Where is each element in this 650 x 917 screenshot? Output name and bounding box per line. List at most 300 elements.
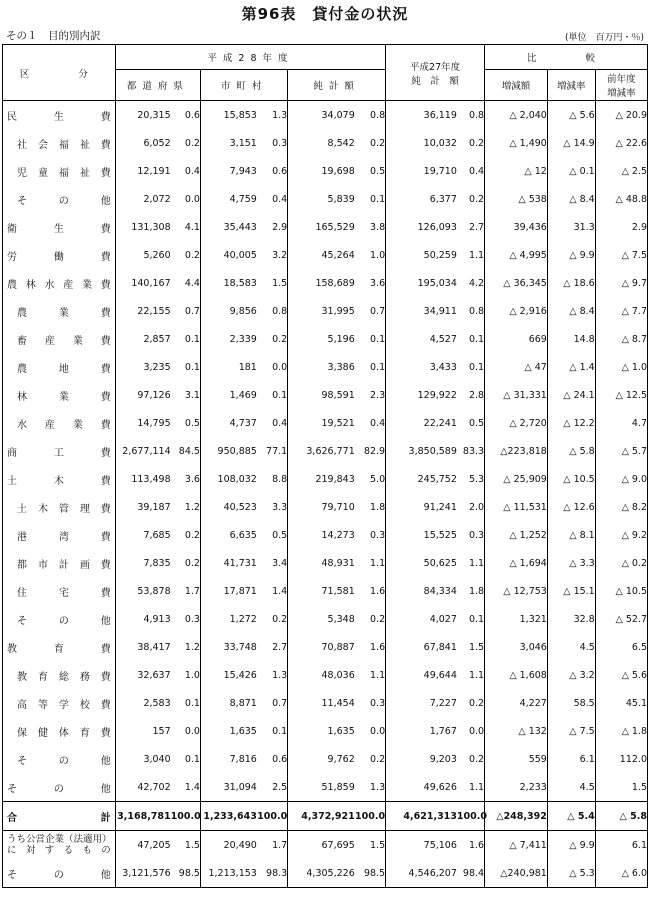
table-title: 第96表 貸付金の状況 xyxy=(241,5,409,23)
cell-col-2: 0.4 xyxy=(171,157,201,185)
row-label: 商工費 xyxy=(3,437,116,465)
cell-col-11: △ 12.5 xyxy=(595,381,647,409)
cell-col-9: 3,046 xyxy=(485,633,548,661)
row-label: 教育費 xyxy=(3,633,116,661)
table-row xyxy=(3,633,648,661)
cell-col-4: 3.4 xyxy=(257,549,288,577)
row-label: 土木費 xyxy=(3,465,116,493)
cell-col-9: △ 1,608 xyxy=(485,661,548,689)
cell-col-3: 1,272 xyxy=(200,605,256,633)
cell-col-9: 4,227 xyxy=(485,689,548,717)
cell-col-5: 79,710 xyxy=(288,493,355,521)
cell-col-4: 1.7 xyxy=(257,831,288,860)
cell-col-1: 22,155 xyxy=(115,297,170,325)
table-row xyxy=(3,465,648,493)
cell-col-3: 1,233,643 xyxy=(200,802,256,831)
cell-col-4: 0.2 xyxy=(257,325,288,353)
cell-col-7: 91,241 xyxy=(386,493,457,521)
cell-col-2: 1.4 xyxy=(171,773,201,802)
cell-col-1: 2,857 xyxy=(115,325,170,353)
cell-col-3: 3,151 xyxy=(200,129,256,157)
row-label: 労働費 xyxy=(3,241,116,269)
cell-col-11: △ 48.8 xyxy=(595,185,647,213)
row-label: 畜産業費 xyxy=(3,325,116,353)
cell-col-3: 15,426 xyxy=(200,661,256,689)
cell-col-7: 4,527 xyxy=(386,325,457,353)
row-label: その他 xyxy=(3,605,116,633)
cell-col-3: 6,635 xyxy=(200,521,256,549)
cell-col-1: 7,835 xyxy=(115,549,170,577)
cell-col-4: 2.7 xyxy=(257,633,288,661)
cell-col-9: △ 2,040 xyxy=(485,101,548,130)
row-label: 農業費 xyxy=(3,297,116,325)
cell-col-9: △ 11,531 xyxy=(485,493,548,521)
cell-col-5: 19,698 xyxy=(288,157,355,185)
cell-col-1: 3,121,576 xyxy=(115,859,170,888)
cell-col-6: 0.1 xyxy=(355,353,386,381)
cell-col-9: 1,321 xyxy=(485,605,548,633)
cell-col-9: △ 47 xyxy=(485,353,548,381)
cell-col-11: △ 2.5 xyxy=(595,157,647,185)
cell-col-5: 219,843 xyxy=(288,465,355,493)
cell-col-6: 1.8 xyxy=(355,493,386,521)
cell-col-5: 98,591 xyxy=(288,381,355,409)
cell-col-7: 15,525 xyxy=(386,521,457,549)
table-row xyxy=(3,213,648,241)
cell-col-1: 39,187 xyxy=(115,493,170,521)
cell-col-9: △ 1,490 xyxy=(485,129,548,157)
cell-col-1: 7,685 xyxy=(115,521,170,549)
cell-col-6: 0.2 xyxy=(355,129,386,157)
cell-col-3: 9,856 xyxy=(200,297,256,325)
cell-col-6: 5.0 xyxy=(355,465,386,493)
cell-col-3: 1,213,153 xyxy=(200,859,256,888)
table-row xyxy=(3,493,648,521)
table-row xyxy=(3,661,648,689)
row-label: 住宅費 xyxy=(3,577,116,605)
cell-col-8: 0.8 xyxy=(457,101,485,130)
cell-col-8: 1.1 xyxy=(457,773,485,802)
cell-col-3: 15,853 xyxy=(200,101,256,130)
cell-col-10: △ 12.2 xyxy=(547,409,595,437)
cell-col-3: 2,339 xyxy=(200,325,256,353)
cell-col-6: 1.1 xyxy=(355,661,386,689)
cell-col-10: △ 5.8 xyxy=(547,437,595,465)
cell-col-10: △ 3.2 xyxy=(547,661,595,689)
cell-col-6: 0.2 xyxy=(355,745,386,773)
cell-col-9: △ 12 xyxy=(485,157,548,185)
row-label: 保健体育費 xyxy=(3,717,116,745)
cell-col-11: △ 9.2 xyxy=(595,521,647,549)
cell-col-8: 0.0 xyxy=(457,717,485,745)
table-body xyxy=(3,101,648,888)
cell-col-6: 0.0 xyxy=(355,717,386,745)
cell-col-10: 4.5 xyxy=(547,773,595,802)
cell-col-6: 0.8 xyxy=(355,101,386,130)
cell-col-6: 0.2 xyxy=(355,605,386,633)
cell-col-9: △ 12,753 xyxy=(485,577,548,605)
cell-col-3: 33,748 xyxy=(200,633,256,661)
cell-col-3: 17,871 xyxy=(200,577,256,605)
cell-col-8: 1.1 xyxy=(457,241,485,269)
cell-col-8: 1.5 xyxy=(457,633,485,661)
cell-col-4: 100.0 xyxy=(257,802,288,831)
cell-col-11: 112.0 xyxy=(595,745,647,773)
cell-col-3: 7,816 xyxy=(200,745,256,773)
cell-col-4: 0.1 xyxy=(257,717,288,745)
cell-col-5: 3,626,771 xyxy=(288,437,355,465)
cell-col-3: 35,443 xyxy=(200,213,256,241)
cell-col-7: 1,767 xyxy=(386,717,457,745)
cell-col-1: 47,205 xyxy=(115,831,170,860)
cell-col-11: 2.9 xyxy=(595,213,647,241)
cell-col-5: 14,273 xyxy=(288,521,355,549)
cell-col-5: 5,839 xyxy=(288,185,355,213)
cell-col-6: 0.7 xyxy=(355,297,386,325)
cell-col-2: 0.1 xyxy=(171,689,201,717)
row-label-line2: に対するもの xyxy=(7,845,111,856)
cell-col-2: 1.2 xyxy=(171,633,201,661)
table-row xyxy=(3,437,648,465)
cell-col-3: 1,469 xyxy=(200,381,256,409)
cell-col-9: △ 1,252 xyxy=(485,521,548,549)
cell-col-5: 11,454 xyxy=(288,689,355,717)
cell-col-4: 3.2 xyxy=(257,241,288,269)
cell-col-10: △ 10.5 xyxy=(547,465,595,493)
cell-col-3: 41,731 xyxy=(200,549,256,577)
cell-col-7: 4,621,313 xyxy=(386,802,457,831)
cell-col-7: 3,433 xyxy=(386,353,457,381)
cell-col-1: 12,191 xyxy=(115,157,170,185)
cell-col-8: 0.1 xyxy=(457,353,485,381)
cell-col-2: 0.2 xyxy=(171,521,201,549)
row-label xyxy=(3,831,116,860)
cell-col-7: 75,106 xyxy=(386,831,457,860)
table-row xyxy=(3,773,648,802)
row-label: 合計 xyxy=(3,802,116,831)
cell-col-5: 4,305,226 xyxy=(288,859,355,888)
cell-col-5: 165,529 xyxy=(288,213,355,241)
row-label: その他 xyxy=(3,859,116,888)
cell-col-5: 67,695 xyxy=(288,831,355,860)
cell-col-8: 0.1 xyxy=(457,325,485,353)
table-row xyxy=(3,129,648,157)
cell-col-9: 669 xyxy=(485,325,548,353)
cell-col-11: △ 9.7 xyxy=(595,269,647,297)
cell-col-3: 4,759 xyxy=(200,185,256,213)
cell-col-10: △ 3.3 xyxy=(547,549,595,577)
cell-col-11: 45.1 xyxy=(595,689,647,717)
cell-col-8: 2.0 xyxy=(457,493,485,521)
cell-col-4: 1.3 xyxy=(257,101,288,130)
cell-col-7: 3,850,589 xyxy=(386,437,457,465)
row-label: 土木管理費 xyxy=(3,493,116,521)
cell-col-4: 2.5 xyxy=(257,773,288,802)
cell-col-2: 0.0 xyxy=(171,185,201,213)
row-label: その他 xyxy=(3,745,116,773)
row-label: 高等学校費 xyxy=(3,689,116,717)
cell-col-1: 53,878 xyxy=(115,577,170,605)
cell-col-1: 4,913 xyxy=(115,605,170,633)
header-h28: 平成28年度 xyxy=(115,45,385,70)
cell-col-8: 0.2 xyxy=(457,689,485,717)
cell-col-10: △ 8.4 xyxy=(547,185,595,213)
cell-col-6: 2.3 xyxy=(355,381,386,409)
cell-col-7: 129,922 xyxy=(386,381,457,409)
cell-col-8: 0.3 xyxy=(457,521,485,549)
cell-col-6: 1.1 xyxy=(355,549,386,577)
cell-col-2: 4.4 xyxy=(171,269,201,297)
cell-col-4: 0.2 xyxy=(257,605,288,633)
cell-col-4: 0.1 xyxy=(257,381,288,409)
cell-col-7: 50,625 xyxy=(386,549,457,577)
cell-col-10: 14.8 xyxy=(547,325,595,353)
cell-col-2: 0.1 xyxy=(171,745,201,773)
cell-col-9: △ 538 xyxy=(485,185,548,213)
cell-col-11: 6.1 xyxy=(595,831,647,860)
cell-col-4: 2.9 xyxy=(257,213,288,241)
cell-col-2: 0.2 xyxy=(171,129,201,157)
cell-col-7: 245,752 xyxy=(386,465,457,493)
cell-col-1: 3,168,781 xyxy=(115,802,170,831)
cell-col-8: 0.4 xyxy=(457,157,485,185)
cell-col-4: 77.1 xyxy=(257,437,288,465)
row-label: 教育総務費 xyxy=(3,661,116,689)
cell-col-1: 97,126 xyxy=(115,381,170,409)
cell-col-4: 0.6 xyxy=(257,745,288,773)
cell-col-7: 36,119 xyxy=(386,101,457,130)
cell-col-4: 0.7 xyxy=(257,689,288,717)
cell-col-11: △ 5.6 xyxy=(595,661,647,689)
cell-col-10: 6.1 xyxy=(547,745,595,773)
cell-col-6: 1.3 xyxy=(355,773,386,802)
cell-col-8: 2.8 xyxy=(457,381,485,409)
row-label: 港湾費 xyxy=(3,521,116,549)
table-row xyxy=(3,101,648,130)
cell-col-3: 108,032 xyxy=(200,465,256,493)
cell-col-7: 10,032 xyxy=(386,129,457,157)
cell-col-8: 98.4 xyxy=(457,859,485,888)
cell-col-1: 2,677,114 xyxy=(115,437,170,465)
cell-col-11: △ 1.8 xyxy=(595,717,647,745)
cell-col-10: △ 8.1 xyxy=(547,521,595,549)
row-label-line1: うち公営企業（法適用） xyxy=(7,834,112,845)
cell-col-10: △ 14.9 xyxy=(547,129,595,157)
cell-col-1: 131,308 xyxy=(115,213,170,241)
cell-col-7: 49,644 xyxy=(386,661,457,689)
cell-col-11: △ 7.5 xyxy=(595,241,647,269)
table-row xyxy=(3,577,648,605)
cell-col-7: 4,546,207 xyxy=(386,859,457,888)
cell-col-8: 0.5 xyxy=(457,409,485,437)
cell-col-5: 71,581 xyxy=(288,577,355,605)
cell-col-1: 6,052 xyxy=(115,129,170,157)
cell-col-5: 51,859 xyxy=(288,773,355,802)
cell-col-8: 83.3 xyxy=(457,437,485,465)
cell-col-2: 3.1 xyxy=(171,381,201,409)
cell-col-4: 0.8 xyxy=(257,297,288,325)
cell-col-1: 157 xyxy=(115,717,170,745)
cell-col-9: △ 132 xyxy=(485,717,548,745)
cell-col-7: 34,911 xyxy=(386,297,457,325)
header-category: 区 分 xyxy=(3,45,116,101)
table-row xyxy=(3,549,648,577)
cell-col-10: △ 8.4 xyxy=(547,297,595,325)
cell-col-5: 45,264 xyxy=(288,241,355,269)
cell-col-9: △ 31,331 xyxy=(485,381,548,409)
cell-col-8: 5.3 xyxy=(457,465,485,493)
cell-col-2: 0.5 xyxy=(171,409,201,437)
cell-col-8: 1.6 xyxy=(457,831,485,860)
header-compare: 比 較 xyxy=(485,45,648,70)
cell-col-2: 4.1 xyxy=(171,213,201,241)
cell-col-11: 4.7 xyxy=(595,409,647,437)
cell-col-9: 559 xyxy=(485,745,548,773)
cell-col-11: △ 22.6 xyxy=(595,129,647,157)
cell-col-4: 0.6 xyxy=(257,157,288,185)
cell-col-8: 0.2 xyxy=(457,129,485,157)
cell-col-7: 50,259 xyxy=(386,241,457,269)
row-label: 農地費 xyxy=(3,353,116,381)
cell-col-1: 2,072 xyxy=(115,185,170,213)
cell-col-5: 8,542 xyxy=(288,129,355,157)
cell-col-11: △ 8.2 xyxy=(595,493,647,521)
cell-col-5: 48,036 xyxy=(288,661,355,689)
cell-col-8: 2.7 xyxy=(457,213,485,241)
cell-col-3: 1,635 xyxy=(200,717,256,745)
table-row xyxy=(3,409,648,437)
cell-col-6: 0.3 xyxy=(355,689,386,717)
row-label: 民生費 xyxy=(3,101,116,130)
table-row xyxy=(3,297,648,325)
cell-col-2: 3.6 xyxy=(171,465,201,493)
cell-col-1: 3,235 xyxy=(115,353,170,381)
cell-col-8: 0.2 xyxy=(457,185,485,213)
cell-col-6: 1.6 xyxy=(355,577,386,605)
cell-col-11: △ 1.0 xyxy=(595,353,647,381)
row-label: 衛生費 xyxy=(3,213,116,241)
cell-col-2: 1.0 xyxy=(171,661,201,689)
row-label: その他 xyxy=(3,185,116,213)
cell-col-11: △ 8.7 xyxy=(595,325,647,353)
cell-col-1: 32,637 xyxy=(115,661,170,689)
cell-col-11: △ 0.2 xyxy=(595,549,647,577)
header-muni: 市町村 xyxy=(200,70,287,101)
cell-col-6: 0.1 xyxy=(355,325,386,353)
cell-col-11: 1.5 xyxy=(595,773,647,802)
cell-col-6: 0.3 xyxy=(355,521,386,549)
cell-col-10: △ 24.1 xyxy=(547,381,595,409)
cell-col-9: △240,981 xyxy=(485,859,548,888)
cell-col-3: 8,871 xyxy=(200,689,256,717)
cell-col-11: △ 6.0 xyxy=(595,859,647,888)
table-row xyxy=(3,381,648,409)
cell-col-1: 3,040 xyxy=(115,745,170,773)
cell-col-4: 3.3 xyxy=(257,493,288,521)
cell-col-3: 4,737 xyxy=(200,409,256,437)
cell-col-8: 1.1 xyxy=(457,661,485,689)
cell-col-7: 19,710 xyxy=(386,157,457,185)
cell-col-2: 98.5 xyxy=(171,859,201,888)
cell-col-7: 22,241 xyxy=(386,409,457,437)
cell-col-1: 140,167 xyxy=(115,269,170,297)
cell-col-10: △ 5.6 xyxy=(547,101,595,130)
cell-col-10: 58.5 xyxy=(547,689,595,717)
cell-col-9: △223,818 xyxy=(485,437,548,465)
cell-col-11: △ 9.0 xyxy=(595,465,647,493)
cell-col-9: 2,233 xyxy=(485,773,548,802)
cell-col-8: 0.1 xyxy=(457,605,485,633)
cell-col-5: 5,348 xyxy=(288,605,355,633)
cell-col-2: 0.3 xyxy=(171,605,201,633)
cell-col-6: 1.6 xyxy=(355,633,386,661)
header-prev-rate: 前年度 増減率 xyxy=(595,70,647,101)
cell-col-1: 113,498 xyxy=(115,465,170,493)
cell-col-5: 19,521 xyxy=(288,409,355,437)
cell-col-8: 0.2 xyxy=(457,745,485,773)
cell-col-3: 20,490 xyxy=(200,831,256,860)
cell-col-3: 18,583 xyxy=(200,269,256,297)
cell-col-4: 1.3 xyxy=(257,661,288,689)
cell-col-11: △ 52.7 xyxy=(595,605,647,633)
cell-col-2: 0.0 xyxy=(171,717,201,745)
cell-col-10: 4.5 xyxy=(547,633,595,661)
cell-col-4: 0.5 xyxy=(257,521,288,549)
cell-col-10: △ 1.4 xyxy=(547,353,595,381)
cell-col-4: 0.0 xyxy=(257,353,288,381)
cell-col-5: 5,196 xyxy=(288,325,355,353)
cell-col-11: △ 5.7 xyxy=(595,437,647,465)
cell-col-7: 6,377 xyxy=(386,185,457,213)
cell-col-2: 0.2 xyxy=(171,549,201,577)
cell-col-1: 14,795 xyxy=(115,409,170,437)
cell-col-3: 181 xyxy=(200,353,256,381)
table-row xyxy=(3,269,648,297)
cell-col-9: △248,392 xyxy=(485,802,548,831)
cell-col-6: 0.1 xyxy=(355,185,386,213)
table-row xyxy=(3,831,648,860)
table-row xyxy=(3,325,648,353)
cell-col-5: 158,689 xyxy=(288,269,355,297)
cell-col-9: △ 36,345 xyxy=(485,269,548,297)
table-header xyxy=(3,45,648,101)
cell-col-5: 70,887 xyxy=(288,633,355,661)
cell-col-7: 7,227 xyxy=(386,689,457,717)
header-pref: 都道府県 xyxy=(115,70,200,101)
cell-col-4: 0.4 xyxy=(257,185,288,213)
table-row xyxy=(3,689,648,717)
cell-col-9: △ 2,720 xyxy=(485,409,548,437)
row-label: 児童福祉費 xyxy=(3,157,116,185)
cell-col-10: △ 0.1 xyxy=(547,157,595,185)
cell-col-8: 4.2 xyxy=(457,269,485,297)
cell-col-4: 8.8 xyxy=(257,465,288,493)
cell-col-5: 9,762 xyxy=(288,745,355,773)
cell-col-1: 38,417 xyxy=(115,633,170,661)
cell-col-10: 31.3 xyxy=(547,213,595,241)
cell-col-1: 42,702 xyxy=(115,773,170,802)
cell-col-10: △ 15.1 xyxy=(547,577,595,605)
row-label: 林業費 xyxy=(3,381,116,409)
table-row xyxy=(3,185,648,213)
cell-col-2: 0.6 xyxy=(171,101,201,130)
cell-col-3: 7,943 xyxy=(200,157,256,185)
cell-col-2: 1.2 xyxy=(171,493,201,521)
cell-col-7: 84,334 xyxy=(386,577,457,605)
cell-col-11: △ 10.5 xyxy=(595,577,647,605)
cell-col-2: 100.0 xyxy=(171,802,201,831)
cell-col-1: 5,260 xyxy=(115,241,170,269)
